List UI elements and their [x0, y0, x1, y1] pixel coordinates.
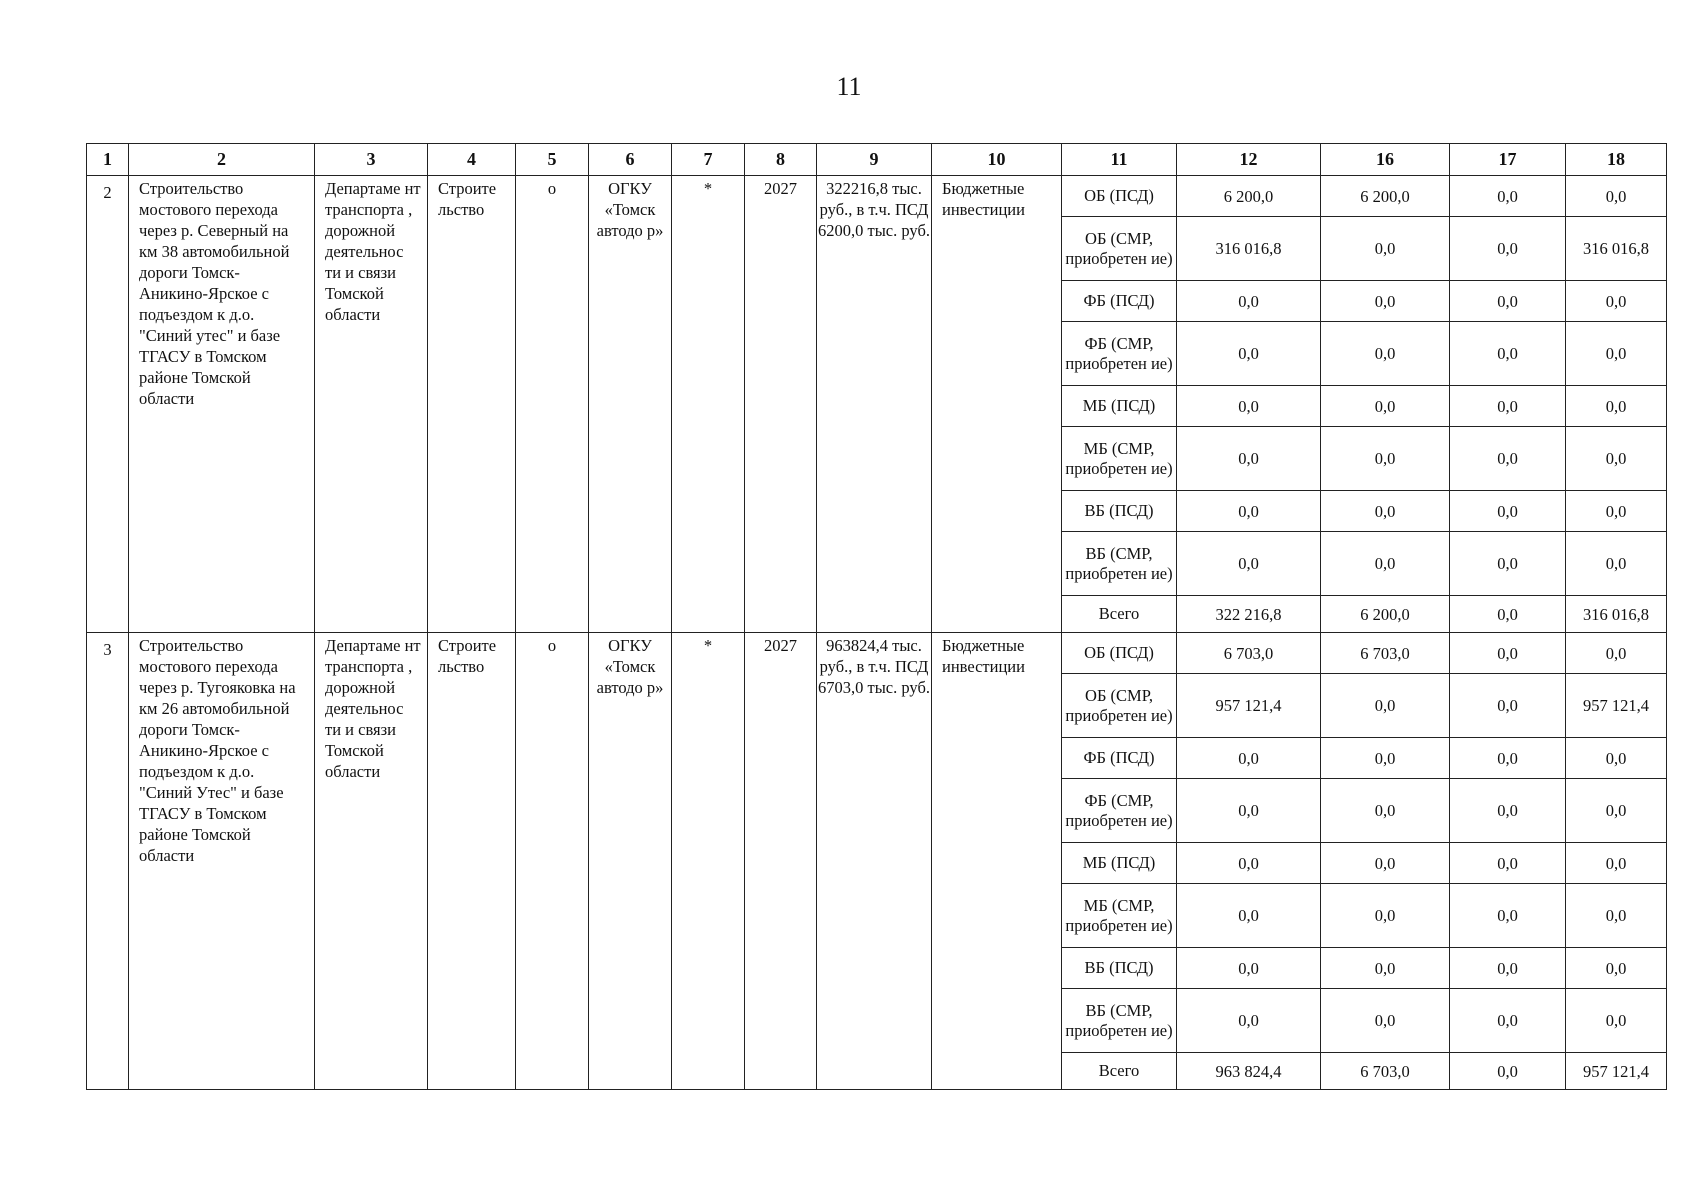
- value-16: 0,0: [1321, 491, 1450, 532]
- finance-type: ФБ (ПСД): [1062, 281, 1177, 322]
- value-17: 0,0: [1450, 176, 1566, 217]
- value-16: 0,0: [1321, 427, 1450, 491]
- value-12: 0,0: [1177, 948, 1321, 989]
- value-18: 0,0: [1566, 386, 1667, 427]
- value-12: 0,0: [1177, 532, 1321, 596]
- value-18: 957 121,4: [1566, 1053, 1667, 1090]
- col7-value: *: [672, 633, 745, 1090]
- department: Департаме нт транспорта , дорожной деятельнос ти и связи Томской области: [315, 176, 428, 633]
- value-17: 0,0: [1450, 427, 1566, 491]
- value-12: 6 200,0: [1177, 176, 1321, 217]
- value-17: 0,0: [1450, 532, 1566, 596]
- value-12: 0,0: [1177, 386, 1321, 427]
- customer: ОГКУ «Томск автодо р»: [589, 633, 672, 1090]
- value-16: 0,0: [1321, 386, 1450, 427]
- header-cell: 4: [428, 144, 516, 176]
- value-16: 0,0: [1321, 322, 1450, 386]
- value-18: 957 121,4: [1566, 674, 1667, 738]
- value-18: 0,0: [1566, 779, 1667, 843]
- value-17: 0,0: [1450, 989, 1566, 1053]
- value-17: 0,0: [1450, 779, 1566, 843]
- header-cell: 2: [129, 144, 315, 176]
- value-16: 6 703,0: [1321, 633, 1450, 674]
- finance-type: МБ (СМР, приобретен ие): [1062, 427, 1177, 491]
- value-16: 6 703,0: [1321, 1053, 1450, 1090]
- value-18: 0,0: [1566, 948, 1667, 989]
- value-16: 0,0: [1321, 738, 1450, 779]
- value-18: 0,0: [1566, 491, 1667, 532]
- row-number: 3: [87, 633, 129, 1090]
- value-16: 0,0: [1321, 532, 1450, 596]
- value-16: 6 200,0: [1321, 176, 1450, 217]
- value-12: 0,0: [1177, 989, 1321, 1053]
- col5-value: о: [516, 633, 589, 1090]
- value-12: 957 121,4: [1177, 674, 1321, 738]
- customer: ОГКУ «Томск автодо р»: [589, 176, 672, 633]
- header-cell: 1: [87, 144, 129, 176]
- value-17: 0,0: [1450, 884, 1566, 948]
- value-18: 0,0: [1566, 843, 1667, 884]
- department: Департаме нт транспорта , дорожной деятельнос ти и связи Томской области: [315, 633, 428, 1090]
- finance-type: ВБ (СМР, приобретен ие): [1062, 532, 1177, 596]
- finance-type: ВБ (ПСД): [1062, 491, 1177, 532]
- value-12: 0,0: [1177, 427, 1321, 491]
- value-17: 0,0: [1450, 633, 1566, 674]
- value-16: 0,0: [1321, 674, 1450, 738]
- value-16: 0,0: [1321, 281, 1450, 322]
- value-17: 0,0: [1450, 491, 1566, 532]
- col7-value: *: [672, 176, 745, 633]
- year: 2027: [745, 176, 817, 633]
- header-cell: 9: [817, 144, 932, 176]
- estimated-cost: 322216,8 тыс. руб., в т.ч. ПСД 6200,0 тыс. руб.: [817, 176, 932, 633]
- finance-type: ВБ (СМР, приобретен ие): [1062, 989, 1177, 1053]
- value-18: 0,0: [1566, 633, 1667, 674]
- object-name: Строительство мостового перехода через р. Тугояковка на км 26 автомобильной дороги Томск-Аникино-Ярское с подъездом к д.о. "Синий Утес" и базе ТГАСУ в Томском районе Томской области: [129, 633, 315, 1090]
- row-number: 2: [87, 176, 129, 633]
- finance-type: ОБ (СМР, приобретен ие): [1062, 217, 1177, 281]
- value-18: 0,0: [1566, 427, 1667, 491]
- value-17: 0,0: [1450, 322, 1566, 386]
- value-16: 0,0: [1321, 779, 1450, 843]
- value-17: 0,0: [1450, 596, 1566, 633]
- header-cell: 5: [516, 144, 589, 176]
- finance-type: Всего: [1062, 1053, 1177, 1090]
- value-12: 0,0: [1177, 884, 1321, 948]
- value-17: 0,0: [1450, 738, 1566, 779]
- value-17: 0,0: [1450, 217, 1566, 281]
- work-type: Строите льство: [428, 633, 516, 1090]
- header-cell: 12: [1177, 144, 1321, 176]
- value-12: 6 703,0: [1177, 633, 1321, 674]
- value-12: 0,0: [1177, 491, 1321, 532]
- finance-type: ОБ (ПСД): [1062, 176, 1177, 217]
- value-16: 0,0: [1321, 884, 1450, 948]
- header-cell: 8: [745, 144, 817, 176]
- value-16: 6 200,0: [1321, 596, 1450, 633]
- finance-type: ОБ (СМР, приобретен ие): [1062, 674, 1177, 738]
- page-number: 11: [836, 72, 862, 101]
- value-18: 0,0: [1566, 532, 1667, 596]
- value-12: 322 216,8: [1177, 596, 1321, 633]
- finance-type: МБ (ПСД): [1062, 386, 1177, 427]
- value-17: 0,0: [1450, 674, 1566, 738]
- header-cell: 10: [932, 144, 1062, 176]
- value-12: 963 824,4: [1177, 1053, 1321, 1090]
- value-12: 0,0: [1177, 779, 1321, 843]
- year: 2027: [745, 633, 817, 1090]
- value-12: 0,0: [1177, 281, 1321, 322]
- value-17: 0,0: [1450, 843, 1566, 884]
- header-row: [87, 144, 1667, 176]
- finance-type: ВБ (ПСД): [1062, 948, 1177, 989]
- header-cell: 3: [315, 144, 428, 176]
- value-12: 316 016,8: [1177, 217, 1321, 281]
- value-18: 0,0: [1566, 738, 1667, 779]
- finance-type: ФБ (СМР, приобретен ие): [1062, 322, 1177, 386]
- object-name: Строительство мостового перехода через р. Северный на км 38 автомобильной дороги Томск-Аникино-Ярское с подъездом к д.о. "Синий утес" и базе ТГАСУ в Томском районе Томской области: [129, 176, 315, 633]
- value-18: 0,0: [1566, 989, 1667, 1053]
- finance-type: МБ (СМР, приобретен ие): [1062, 884, 1177, 948]
- value-16: 0,0: [1321, 217, 1450, 281]
- value-16: 0,0: [1321, 843, 1450, 884]
- investment-table: [86, 143, 1667, 1090]
- value-16: 0,0: [1321, 948, 1450, 989]
- work-type: Строите льство: [428, 176, 516, 633]
- value-17: 0,0: [1450, 948, 1566, 989]
- investment-form: Бюджетные инвестиции: [932, 633, 1062, 1090]
- header-cell: 18: [1566, 144, 1667, 176]
- estimated-cost: 963824,4 тыс. руб., в т.ч. ПСД 6703,0 тыс. руб.: [817, 633, 932, 1090]
- value-12: 0,0: [1177, 738, 1321, 779]
- value-18: 0,0: [1566, 176, 1667, 217]
- value-18: 316 016,8: [1566, 596, 1667, 633]
- header-cell: 11: [1062, 144, 1177, 176]
- table-row: [87, 176, 1667, 217]
- finance-type: ФБ (ПСД): [1062, 738, 1177, 779]
- finance-type: МБ (ПСД): [1062, 843, 1177, 884]
- value-17: 0,0: [1450, 386, 1566, 427]
- investment-form: Бюджетные инвестиции: [932, 176, 1062, 633]
- col5-value: о: [516, 176, 589, 633]
- header-cell: 16: [1321, 144, 1450, 176]
- value-18: 0,0: [1566, 884, 1667, 948]
- value-17: 0,0: [1450, 1053, 1566, 1090]
- finance-type: ОБ (ПСД): [1062, 633, 1177, 674]
- value-16: 0,0: [1321, 989, 1450, 1053]
- value-12: 0,0: [1177, 322, 1321, 386]
- value-18: 316 016,8: [1566, 217, 1667, 281]
- header-cell: 7: [672, 144, 745, 176]
- finance-type: ФБ (СМР, приобретен ие): [1062, 779, 1177, 843]
- value-18: 0,0: [1566, 322, 1667, 386]
- value-12: 0,0: [1177, 843, 1321, 884]
- table-row: [87, 633, 1667, 674]
- value-18: 0,0: [1566, 281, 1667, 322]
- finance-type: Всего: [1062, 596, 1177, 633]
- header-cell: 6: [589, 144, 672, 176]
- header-cell: 17: [1450, 144, 1566, 176]
- value-17: 0,0: [1450, 281, 1566, 322]
